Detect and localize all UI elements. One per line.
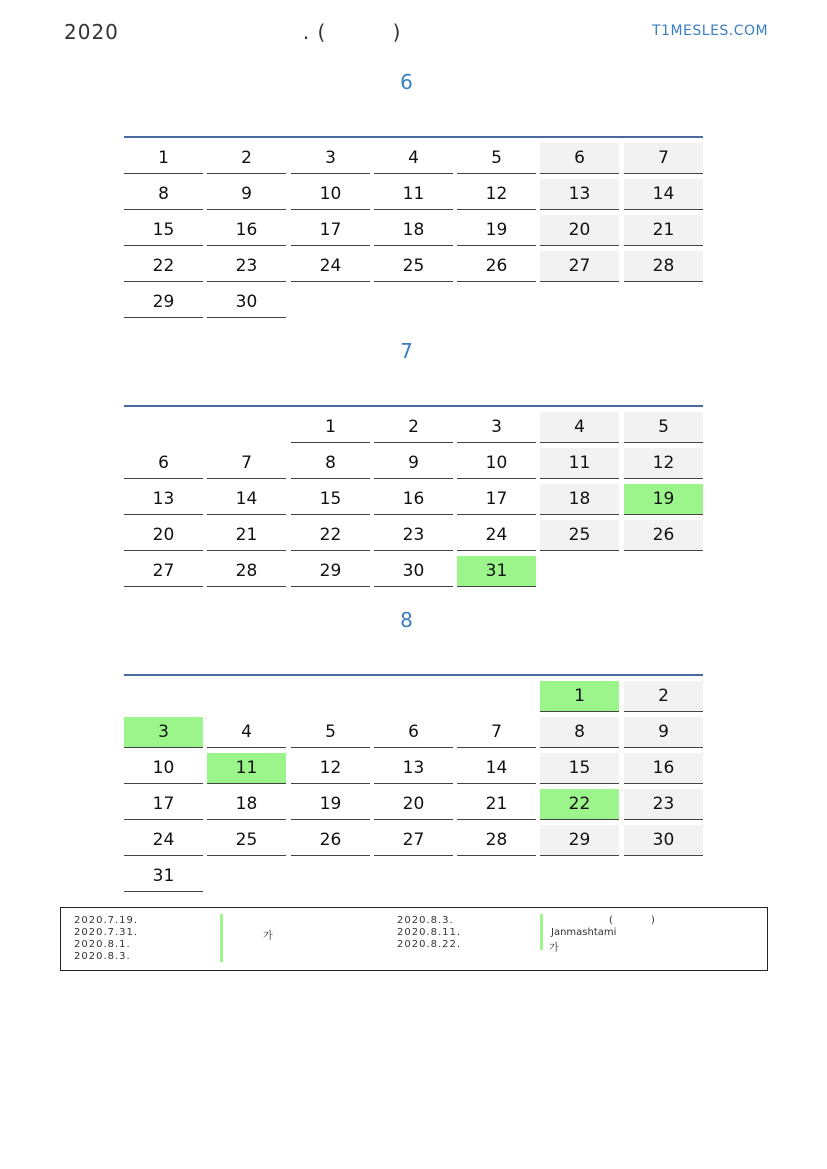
day-cell: 25	[374, 251, 453, 282]
day-cell: 8	[124, 179, 203, 210]
day-cell: 12	[291, 753, 370, 784]
day-cell: 9	[374, 448, 453, 479]
day-cell: 31	[457, 556, 536, 587]
day-cell: 19	[457, 215, 536, 246]
day-cell: 25	[540, 520, 619, 551]
day-cell: 14	[457, 753, 536, 784]
day-cell: 15	[291, 484, 370, 515]
legend-name: 가	[549, 943, 559, 954]
day-cell: 26	[624, 520, 703, 551]
day-cell: 2	[624, 681, 703, 712]
day-cell: 1	[124, 143, 203, 174]
day-cell: 11	[540, 448, 619, 479]
day-cell: 5	[624, 412, 703, 443]
month-rule	[124, 405, 703, 407]
legend-name: ( )	[609, 915, 655, 926]
day-cell: 30	[624, 825, 703, 856]
day-cell: 9	[207, 179, 286, 210]
day-cell: 17	[457, 484, 536, 515]
day-cell: 19	[624, 484, 703, 515]
day-cell: 28	[624, 251, 703, 282]
day-cell: 16	[374, 484, 453, 515]
day-cell: 18	[374, 215, 453, 246]
day-cell: 30	[374, 556, 453, 587]
day-cell: 18	[207, 789, 286, 820]
day-cell: 29	[540, 825, 619, 856]
legend-bar	[220, 914, 223, 962]
day-cell: 28	[457, 825, 536, 856]
day-cell: 4	[207, 717, 286, 748]
legend-date: 2020.8.22.	[397, 939, 462, 950]
day-cell: 3	[124, 717, 203, 748]
day-cell: 1	[291, 412, 370, 443]
day-cell: 5	[291, 717, 370, 748]
legend-name: Janmashtami	[551, 927, 617, 938]
day-cell: 4	[540, 412, 619, 443]
legend-date: 2020.8.11.	[397, 927, 462, 938]
month-title: 8	[400, 608, 413, 632]
day-cell: 19	[291, 789, 370, 820]
day-cell: 6	[540, 143, 619, 174]
legend-date: 2020.8.1.	[74, 939, 131, 950]
day-cell: 13	[540, 179, 619, 210]
day-cell: 3	[457, 412, 536, 443]
day-cell: 27	[540, 251, 619, 282]
day-cell: 15	[540, 753, 619, 784]
day-cell: 21	[207, 520, 286, 551]
day-cell: 2	[374, 412, 453, 443]
day-cell: 31	[124, 861, 203, 892]
day-cell: 1	[540, 681, 619, 712]
day-cell: 7	[624, 143, 703, 174]
day-cell: 4	[374, 143, 453, 174]
day-cell: 24	[124, 825, 203, 856]
day-cell: 13	[124, 484, 203, 515]
day-cell: 17	[124, 789, 203, 820]
day-cell: 9	[624, 717, 703, 748]
legend-bar	[540, 914, 543, 950]
day-cell: 6	[124, 448, 203, 479]
day-cell: 26	[291, 825, 370, 856]
day-cell: 16	[207, 215, 286, 246]
day-cell: 10	[457, 448, 536, 479]
day-cell: 5	[457, 143, 536, 174]
day-cell: 16	[624, 753, 703, 784]
holiday-legend	[60, 907, 768, 971]
day-cell: 10	[124, 753, 203, 784]
day-cell: 30	[207, 287, 286, 318]
day-cell: 20	[540, 215, 619, 246]
day-cell: 6	[374, 717, 453, 748]
legend-date: 2020.7.19.	[74, 915, 139, 926]
day-cell: 14	[207, 484, 286, 515]
day-cell: 8	[540, 717, 619, 748]
day-cell: 23	[374, 520, 453, 551]
day-cell: 25	[207, 825, 286, 856]
day-cell: 20	[374, 789, 453, 820]
day-cell: 24	[457, 520, 536, 551]
day-cell: 23	[207, 251, 286, 282]
legend-name: 가	[263, 931, 273, 942]
day-cell: 12	[457, 179, 536, 210]
day-cell: 13	[374, 753, 453, 784]
day-cell: 20	[124, 520, 203, 551]
day-cell: 12	[624, 448, 703, 479]
day-cell: 26	[457, 251, 536, 282]
legend-date: 2020.7.31.	[74, 927, 139, 938]
month-rule	[124, 674, 703, 676]
day-cell: 8	[291, 448, 370, 479]
day-cell: 15	[124, 215, 203, 246]
day-cell: 22	[291, 520, 370, 551]
day-cell: 24	[291, 251, 370, 282]
day-cell: 17	[291, 215, 370, 246]
day-cell: 18	[540, 484, 619, 515]
legend-date: 2020.8.3.	[74, 951, 131, 962]
legend-date: 2020.8.3.	[397, 915, 454, 926]
month-rule	[124, 136, 703, 138]
day-cell: 21	[624, 215, 703, 246]
site-link[interactable]: T1MESLES.COM	[652, 23, 769, 39]
month-title: 6	[400, 70, 413, 94]
day-cell: 3	[291, 143, 370, 174]
month-title: 7	[400, 339, 413, 363]
day-cell: 7	[457, 717, 536, 748]
day-cell: 10	[291, 179, 370, 210]
page-title: 2020 . ( )	[64, 20, 402, 44]
day-cell: 29	[291, 556, 370, 587]
day-cell: 11	[374, 179, 453, 210]
day-cell: 29	[124, 287, 203, 318]
day-cell: 2	[207, 143, 286, 174]
day-cell: 11	[207, 753, 286, 784]
day-cell: 23	[624, 789, 703, 820]
day-cell: 27	[124, 556, 203, 587]
day-cell: 22	[124, 251, 203, 282]
day-cell: 27	[374, 825, 453, 856]
day-cell: 22	[540, 789, 619, 820]
day-cell: 7	[207, 448, 286, 479]
day-cell: 28	[207, 556, 286, 587]
day-cell: 14	[624, 179, 703, 210]
day-cell: 21	[457, 789, 536, 820]
